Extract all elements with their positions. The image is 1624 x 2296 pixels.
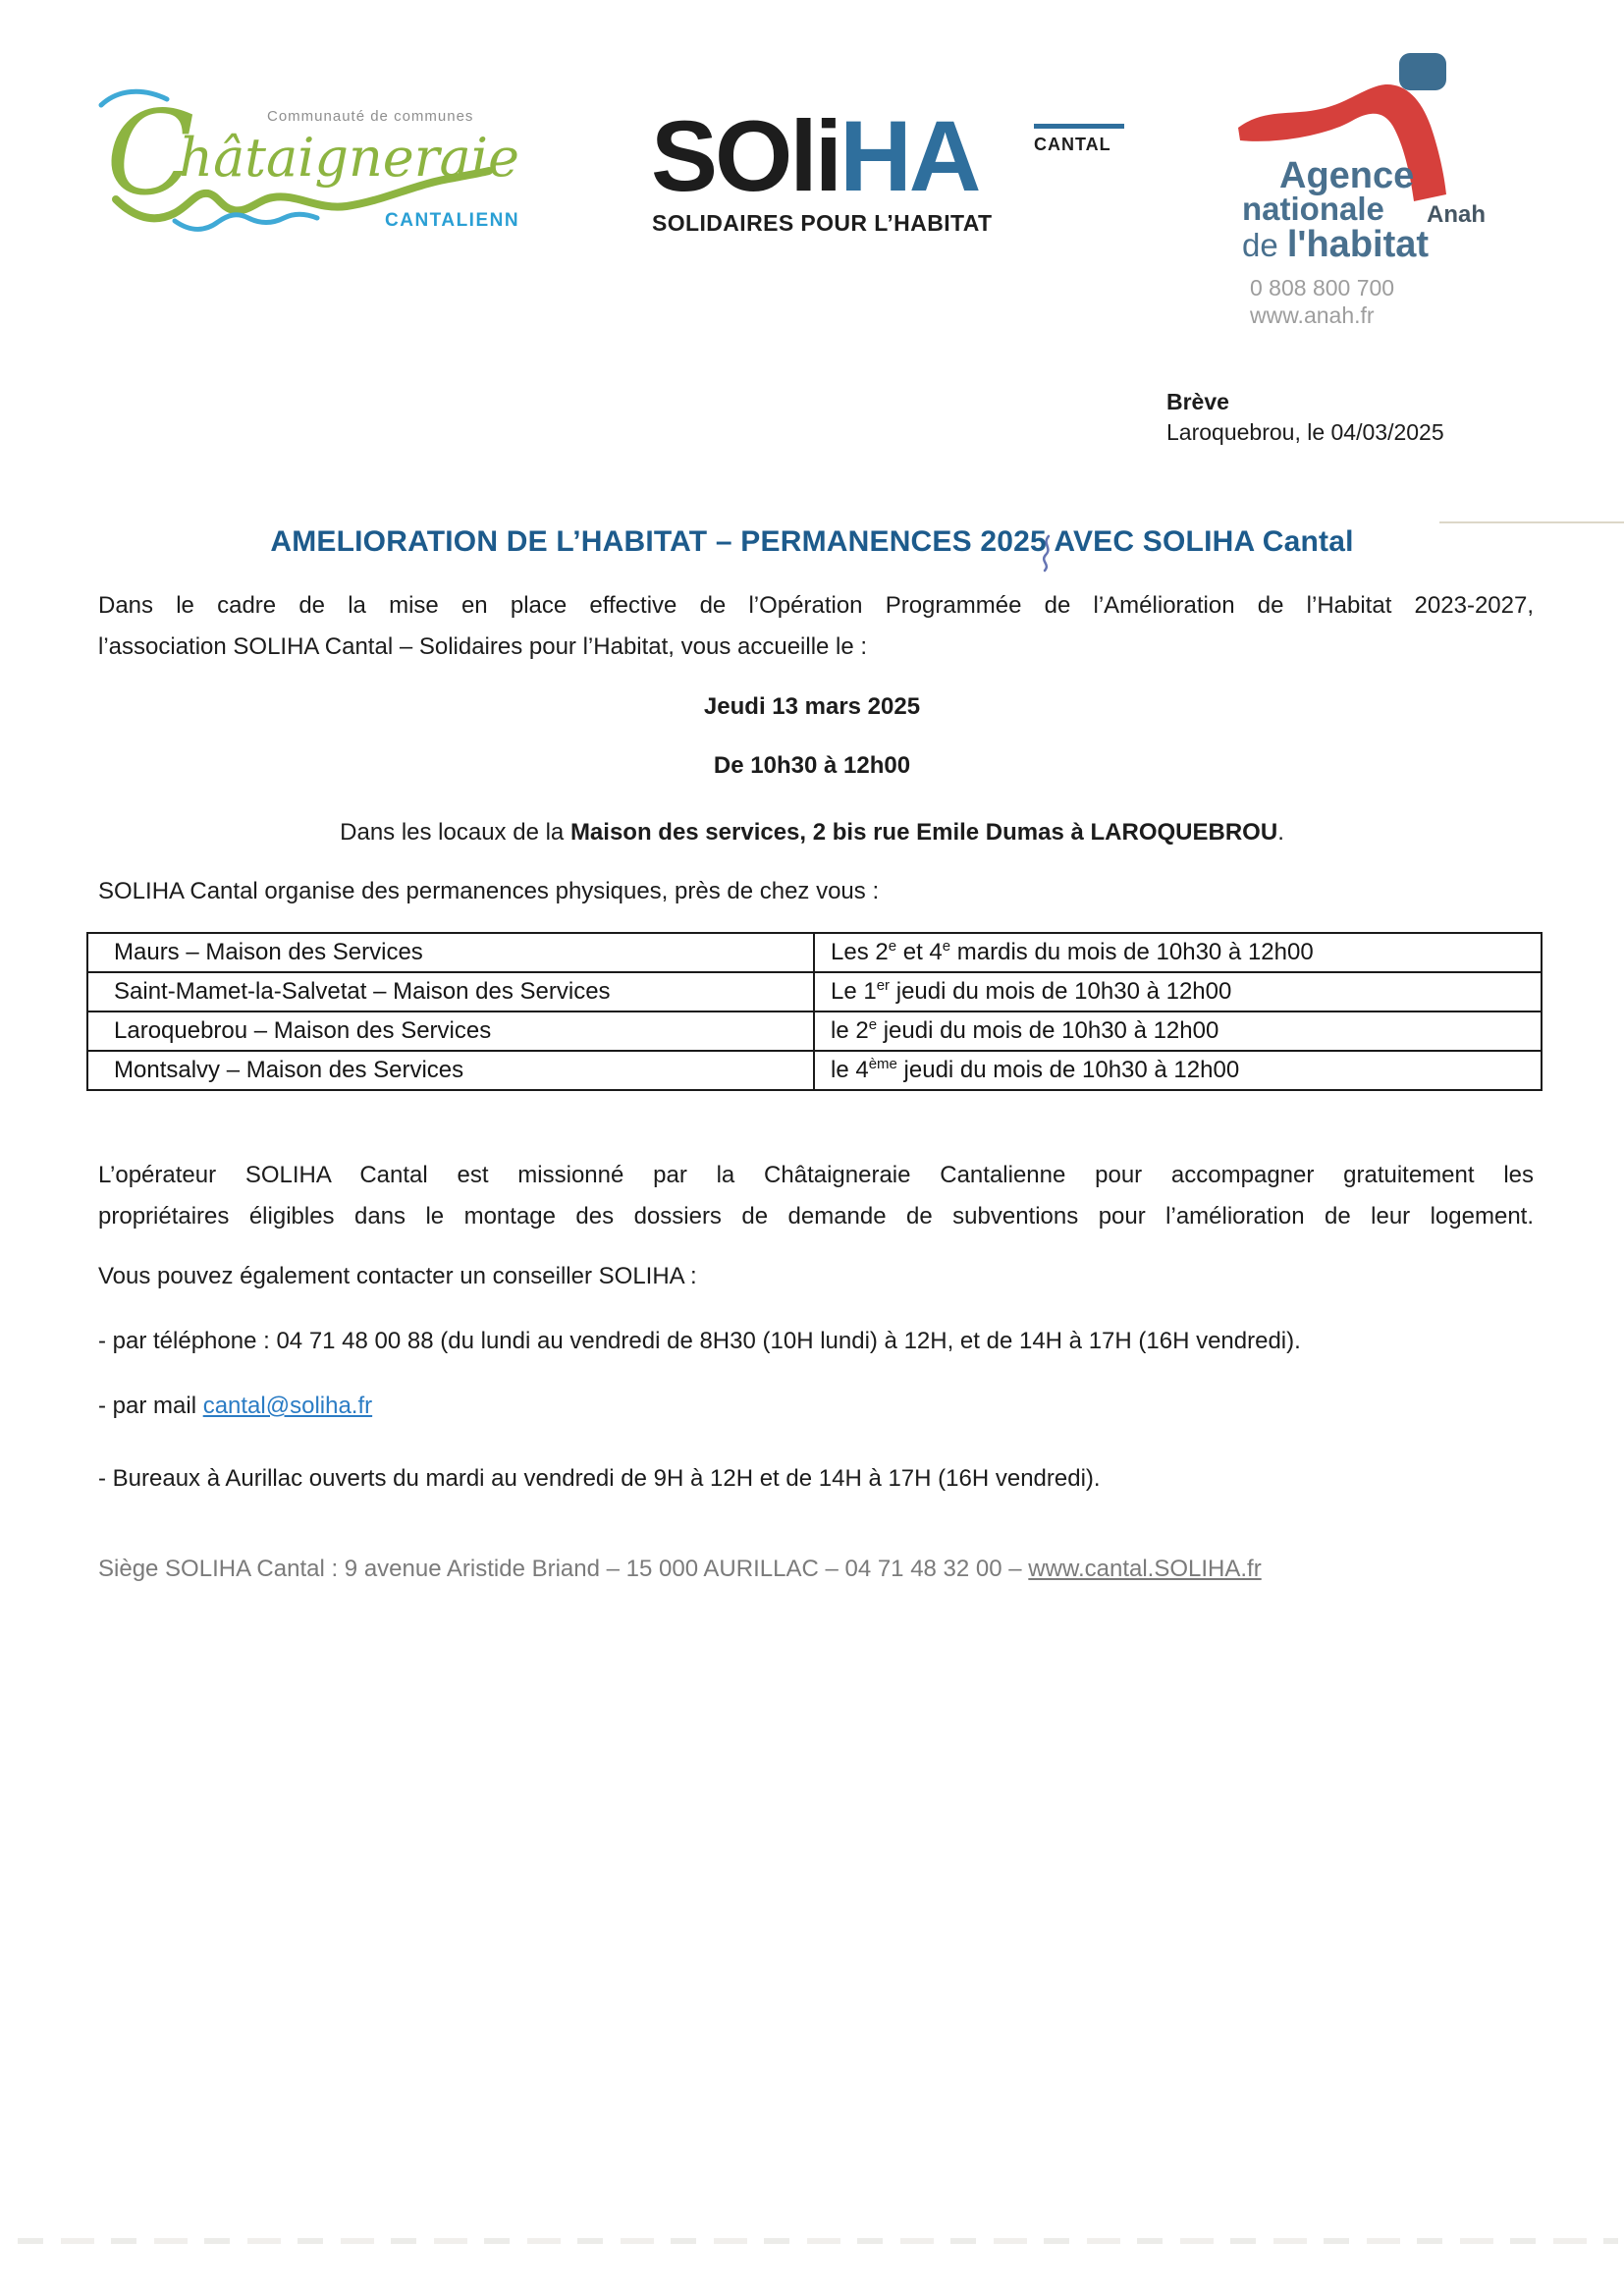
soliha-word-blue: HA — [839, 100, 979, 212]
mail-line — [98, 1393, 1534, 1420]
schedule-text: jeudi du mois de 10h30 à 12h00 — [896, 1057, 1240, 1083]
place-cell: Maurs – Maison des Services — [87, 933, 814, 972]
intro-line-1: Dans le cadre de la mise en place effective de l’Opération Programmée de l’Amélioration de l’Habitat 2023-2027, — [98, 592, 1534, 619]
logo-anah — [1230, 47, 1505, 337]
scan-artifact-bottom — [18, 2238, 1618, 2244]
mail-prefix: - par mail — [98, 1393, 203, 1419]
schedule-text: le 4 — [831, 1057, 869, 1083]
anah-short-name: Anah — [1427, 201, 1486, 228]
place-cell: Montsalvy – Maison des Services — [87, 1051, 814, 1090]
place-date-line: Laroquebrou, le 04/03/2025 — [1166, 419, 1444, 445]
operator-line-1: L’opérateur SOLIHA Cantal est missionné par la Châtaigneraie Cantalienne pour accompagner gratuitement les — [98, 1162, 1534, 1188]
chataigneraie-small-label: Communauté de communes — [267, 108, 474, 125]
soliha-wordmark — [651, 100, 979, 212]
scan-artifact-line — [1439, 521, 1624, 523]
meta-block — [1166, 387, 1444, 448]
anah-logo-graphic — [1230, 47, 1505, 337]
chataigneraie-script-text: Châtaigneraie — [106, 85, 519, 221]
location-suffix: . — [1277, 819, 1284, 846]
permanences-table — [86, 932, 1543, 1091]
blue-wave-icon — [175, 214, 317, 229]
phone-line: - par téléphone : 04 71 48 00 88 (du lundi au vendredi de 8H30 (10H lundi) à 12H, et de 14H à 17H (16H vendredi). — [98, 1328, 1301, 1354]
schedule-sup: e — [942, 938, 951, 955]
schedule-cell — [814, 972, 1542, 1011]
intro-line-2: l’association SOLIHA Cantal – Solidaires pour l’Habitat, vous accueille le : — [98, 633, 868, 660]
schedule-text: le 2 — [831, 1017, 869, 1044]
event-location — [0, 819, 1624, 847]
page-title: AMELIORATION DE L’HABITAT – PERMANENCES 2025 AVEC SOLIHA Cantal — [270, 525, 1354, 558]
footer-line — [98, 1556, 1262, 1583]
soliha-region-label: CANTAL — [1034, 124, 1124, 155]
schedule-text: jeudi du mois de 10h30 à 12h00 — [890, 978, 1232, 1005]
location-prefix: Dans les locaux de la — [340, 819, 570, 846]
place-cell: Laroquebrou – Maison des Services — [87, 1011, 814, 1051]
logo-soliha — [643, 100, 1144, 248]
schedule-text: et 4 — [896, 939, 943, 965]
anah-nationale: nationale — [1242, 191, 1384, 227]
schedule-text: jeudi du mois de 10h30 à 12h00 — [877, 1017, 1219, 1044]
anah-website: www.anah.fr — [1250, 302, 1375, 328]
footer-link[interactable]: www.cantal.SOLIHA.fr — [1028, 1556, 1262, 1582]
offices-line: - Bureaux à Aurillac ouverts du mardi au vendredi de 9H à 12H et de 14H à 17H (16H vendredi). — [98, 1465, 1101, 1492]
schedule-cell — [814, 1011, 1542, 1051]
location-bold: Maison des services, 2 bis rue Emile Dumas à LAROQUEBROU — [569, 819, 1278, 846]
soliha-tagline: SOLIDAIRES POUR L’HABITAT — [652, 210, 993, 236]
footer-prefix: Siège SOLIHA Cantal : 9 avenue Aristide Briand – 15 000 AURILLAC – 04 71 48 32 00 – — [98, 1556, 1029, 1582]
schedule-cell — [814, 1051, 1542, 1090]
schedule-sup: e — [888, 938, 897, 955]
soliha-word-black: SOli — [651, 100, 840, 212]
contact-intro: Vous pouvez également contacter un conseiller SOLIHA : — [98, 1263, 697, 1289]
permanences-intro: SOLIHA Cantal organise des permanences physiques, près de chez vous : — [98, 878, 880, 904]
anah-habitat-line: de l'habitat — [1242, 224, 1430, 265]
table-row — [87, 972, 1542, 1011]
schedule-text: Le 1 — [831, 978, 877, 1005]
operator-paragraph — [98, 1155, 1534, 1237]
table-row — [87, 1051, 1542, 1090]
doc-type-label: Brève — [1166, 389, 1229, 414]
anah-agence: Agence — [1279, 155, 1415, 196]
pen-mark — [1037, 534, 1058, 574]
event-date: Jeudi 13 mars 2025 — [703, 693, 921, 720]
event-time: De 10h30 à 12h00 — [713, 752, 911, 779]
schedule-sup: ème — [868, 1056, 897, 1072]
place-cell: Saint-Mamet-la-Salvetat – Maison des Services — [87, 972, 814, 1011]
mail-link[interactable]: cantal@soliha.fr — [202, 1393, 373, 1419]
schedule-cell — [814, 933, 1542, 972]
schedule-sup: er — [876, 977, 891, 994]
schedule-sup: e — [868, 1016, 878, 1033]
chataigneraie-logo-graphic — [59, 74, 520, 246]
schedule-text: mardis du mois de 10h30 à 12h00 — [950, 939, 1314, 965]
operator-line-2: propriétaires éligibles dans le montage des dossiers de demande de subventions pour l’amélioration de leur logement. — [98, 1203, 1534, 1230]
schedule-text: Les 2 — [831, 939, 889, 965]
chataigneraie-bottom-label: CANTALIENNE — [385, 210, 520, 231]
table-row — [87, 933, 1542, 972]
intro-paragraph — [98, 585, 1534, 668]
anah-square-icon — [1399, 53, 1446, 90]
anah-phone: 0 808 800 700 — [1250, 275, 1395, 301]
logo-chataigneraie — [59, 74, 520, 246]
table-row — [87, 1011, 1542, 1051]
